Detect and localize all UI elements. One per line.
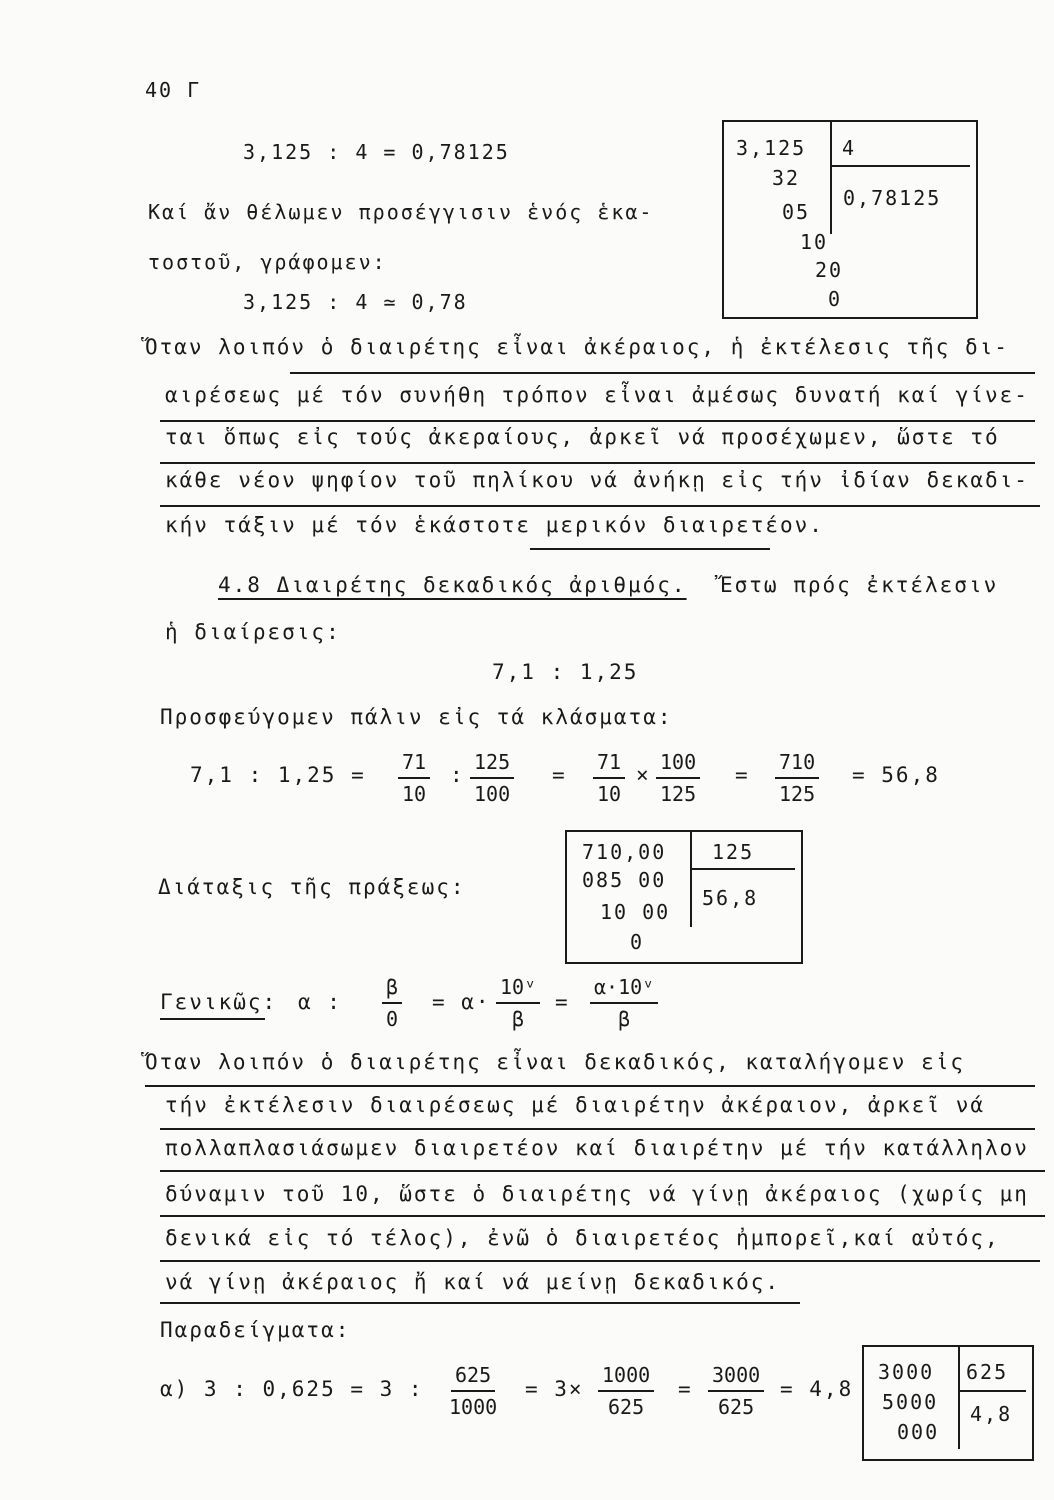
fraction <box>398 747 430 809</box>
division-bar <box>958 1390 1026 1392</box>
rule-line: πολλαπλασιάσωμεν διαιρετέον καί διαιρέτην μέ τήν κατάλληλον <box>165 1136 1029 1160</box>
operator: = 3× <box>525 1377 584 1401</box>
quotient: 4,8 <box>970 1402 1013 1426</box>
fraction <box>598 1360 654 1422</box>
equation-lhs: α) 3 : 0,625 = 3 : <box>160 1377 424 1401</box>
general-label: Γενικῶς: <box>160 990 278 1014</box>
underline <box>160 1215 1045 1217</box>
rule-line: νά γίνῃ ἀκέραιος ἤ καί νά μείνῃ δεκαδικός. <box>165 1270 781 1294</box>
fraction <box>382 972 402 1034</box>
divisor: 125 <box>712 840 755 864</box>
text-line: ἡ διαίρεσις: <box>165 620 341 644</box>
division-step: 000 <box>897 1420 940 1444</box>
denominator: β <box>618 1007 631 1031</box>
rule-line: δενικά εἰς τό τέλος), ἐνῶ ὁ διαιρετέος ἠμπορεῖ,καί αὐτός, <box>165 1226 1000 1250</box>
denominator: β <box>512 1007 525 1031</box>
equation-result: = 56,8 <box>852 763 940 787</box>
numerator: 125 <box>470 747 514 779</box>
fraction <box>775 747 819 809</box>
division-step: 05 <box>782 200 811 224</box>
division-bar <box>830 122 832 234</box>
underline <box>290 372 1035 374</box>
examples-label: Παραδείγματα: <box>160 1318 351 1342</box>
numerator: 71 <box>398 747 430 779</box>
divisor: 4 <box>842 136 857 160</box>
operator: = <box>735 763 750 787</box>
operator: = α· <box>432 990 491 1014</box>
denominator: 125 <box>660 782 697 806</box>
underline <box>160 505 1040 507</box>
division-step: 10 00 <box>600 900 671 924</box>
fraction <box>708 1360 764 1422</box>
equation-result: = 4,8 <box>780 1377 854 1401</box>
division-step: 10 <box>800 230 829 254</box>
dividend: 710,00 <box>582 840 667 864</box>
numerator: 10ᵛ <box>496 972 540 1004</box>
divisor: 625 <box>966 1360 1009 1384</box>
numerator: β <box>382 972 402 1004</box>
quotient: 0,78125 <box>843 186 942 210</box>
operator: = <box>552 763 567 787</box>
underline <box>160 1170 1045 1172</box>
rule-line: αιρέσεως μέ τόν συνήθη τρόπον εἶναι ἀμέσως δυνατή καί γίνε- <box>165 383 1029 407</box>
underline <box>160 1018 265 1020</box>
dividend: 3000 <box>878 1360 935 1384</box>
underline <box>145 1085 1035 1087</box>
numerator: 710 <box>775 747 819 779</box>
dividend: 3,125 <box>736 136 807 160</box>
denominator: 1000 <box>449 1395 498 1419</box>
fraction <box>593 747 625 809</box>
text-line: Καί ἄν θέλωμεν προσέγγισιν ἑνός ἑκα- <box>148 200 654 224</box>
division-step: 5000 <box>882 1390 939 1414</box>
denominator: 625 <box>718 1395 755 1419</box>
division-expression: 7,1 : 1,25 <box>492 660 639 684</box>
fraction <box>656 747 700 809</box>
denominator: 100 <box>474 782 511 806</box>
rule-line: Ὅταν λοιπόν ὁ διαιρέτης εἶναι ἀκέραιος, ἡ ἐκτέλεσις τῆς δι- <box>145 335 1009 359</box>
fraction <box>590 972 658 1034</box>
underline <box>160 420 1035 422</box>
fraction <box>470 747 514 809</box>
division-step: 085 00 <box>582 868 667 892</box>
division-bar <box>830 165 970 167</box>
text-line: Ἔστω πρός ἐκτέλεσιν <box>720 573 999 597</box>
rule-line: ται ὅπως εἰς τούς ἀκεραίους, ἀρκεῖ νά προσέχωμεν, ὥστε τό <box>165 425 1000 449</box>
operator: × <box>636 763 651 787</box>
operator: = <box>555 990 570 1014</box>
division-bar <box>690 868 795 870</box>
underline <box>160 1128 1035 1130</box>
numerator: 100 <box>656 747 700 779</box>
denominator: 0 <box>386 1007 399 1031</box>
equation-1: 3,125 : 4 = 0,78125 <box>243 140 510 164</box>
text-line: Διάταξις τῆς πράξεως: <box>158 875 466 899</box>
quotient: 56,8 <box>702 886 759 910</box>
text-line: τοστοῦ, γράφομεν: <box>148 250 387 274</box>
operator: : <box>450 763 465 787</box>
numerator: 71 <box>593 747 625 779</box>
fraction <box>496 972 540 1034</box>
equation-lhs: 7,1 : 1,25 = <box>190 763 366 787</box>
underline <box>530 548 770 550</box>
underline <box>160 1302 800 1304</box>
numerator: 625 <box>451 1360 495 1392</box>
division-step: 20 <box>815 258 844 282</box>
denominator: 625 <box>608 1395 645 1419</box>
division-step: 32 <box>772 166 801 190</box>
division-bar <box>958 1347 960 1449</box>
rule-line: Ὅταν λοιπόν ὁ διαιρέτης εἶναι δεκαδικός, καταλήγομεν εἰς <box>145 1050 966 1074</box>
page-number: 40 Γ <box>145 78 202 102</box>
rule-line: δύναμιν τοῦ 10, ὥστε ὁ διαιρέτης νά γίνῃ ἀκέραιος (χωρίς μη <box>165 1182 1029 1206</box>
denominator: 125 <box>779 782 816 806</box>
rule-line: κήν τάξιν μέ τόν ἑκάστοτε μερικόν διαιρετέον. <box>165 513 824 537</box>
division-bar <box>690 832 692 927</box>
underline <box>160 1260 1040 1262</box>
numerator: 1000 <box>598 1360 654 1392</box>
rule-line: τήν ἐκτέλεσιν διαιρέσεως μέ διαιρέτην ἀκέραιον, ἀρκεῖ νά <box>165 1093 986 1117</box>
operator: = <box>678 1377 693 1401</box>
division-step: 0 <box>828 287 843 311</box>
fraction <box>445 1360 501 1422</box>
denominator: 10 <box>402 782 427 806</box>
operator: α : <box>298 990 342 1014</box>
text-line: Προσφεύγομεν πάλιν εἰς τά κλάσματα: <box>160 705 673 729</box>
underline <box>160 462 1035 464</box>
numerator: α·10ᵛ <box>590 972 658 1004</box>
approximation: 3,125 : 4 ≃ 0,78 <box>243 290 468 314</box>
numerator: 3000 <box>708 1360 764 1392</box>
section-heading: 4.8 Διαιρέτης δεκαδικός ἀριθμός. <box>218 573 687 597</box>
division-step: 0 <box>630 930 645 954</box>
rule-line: κάθε νέον ψηφίον τοῦ πηλίκου νά ἀνήκῃ εἰς τήν ἰδίαν δεκαδι- <box>165 468 1029 492</box>
denominator: 10 <box>597 782 622 806</box>
